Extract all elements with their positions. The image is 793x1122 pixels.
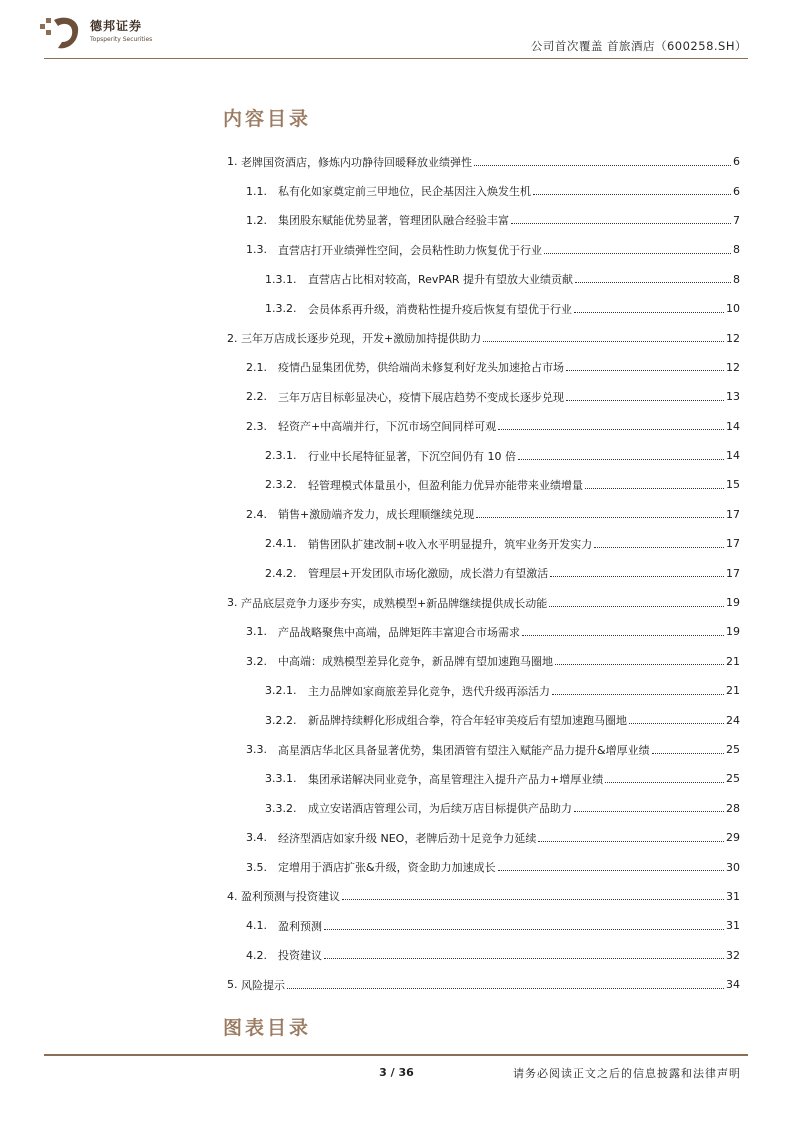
header-divider <box>44 58 748 59</box>
toc-entry-title: 投资建议 <box>278 949 322 963</box>
toc-entry-number: 4. <box>227 889 238 903</box>
toc-entry[interactable] <box>227 558 740 587</box>
toc-entry-page: 25 <box>726 772 740 786</box>
toc-dot-leader <box>483 340 724 342</box>
toc-entry-number: 1.2. <box>246 213 267 227</box>
legal-disclaimer: 请务必阅读正文之后的信息披露和法律声明 <box>513 1067 741 1080</box>
toc-entry-title: 三年万店成长逐步兑现，开发+激励加持提供助力 <box>241 332 482 346</box>
toc-dot-leader <box>652 752 724 754</box>
toc-entry-number: 2. <box>227 331 238 345</box>
toc-dot-leader <box>498 869 724 871</box>
toc-entry-number: 2.1. <box>246 360 267 374</box>
toc-entry[interactable] <box>227 470 740 499</box>
toc-entry[interactable] <box>227 852 740 881</box>
toc-entry[interactable] <box>227 588 740 617</box>
toc-entry-title: 产品战略聚焦中高端，品牌矩阵丰富迎合市场需求 <box>278 625 520 639</box>
toc-dot-leader <box>594 546 724 548</box>
toc-entry-title: 成立安诺酒店管理公司，为后续万店目标提供产品助力 <box>308 802 572 816</box>
footer-divider <box>44 1054 748 1056</box>
toc-entry-page: 17 <box>726 507 740 521</box>
toc-entry-page: 30 <box>726 860 740 874</box>
toc-entry-page: 21 <box>726 684 740 698</box>
toc-entry[interactable] <box>227 176 740 205</box>
toc-dot-leader <box>550 575 724 577</box>
toc-entry[interactable] <box>227 911 740 940</box>
toc-entry-number: 2.4. <box>246 507 267 521</box>
toc-entry-number: 3.4. <box>246 831 267 845</box>
toc-dot-leader <box>474 164 731 166</box>
toc-dot-leader <box>476 516 724 518</box>
toc-dot-leader <box>544 252 731 254</box>
toc-entry-number: 3.3.2. <box>265 801 297 815</box>
brand-english: Topsperity Securities <box>90 36 153 43</box>
toc-entry-title: 行业中长尾特征显著，下沉空间仍有 10 倍 <box>308 449 516 463</box>
figure-index-heading: 图表目录 <box>223 1017 312 1039</box>
toc-entry-number: 1.3.1. <box>265 272 297 286</box>
toc-entry-page: 17 <box>726 566 740 580</box>
toc-entry-page: 32 <box>726 948 740 962</box>
toc-entry-page: 8 <box>733 243 740 257</box>
toc-entry[interactable] <box>227 823 740 852</box>
toc-entry[interactable] <box>227 529 740 558</box>
toc-entry-page: 8 <box>733 272 740 286</box>
toc-entry-page: 21 <box>726 654 740 668</box>
toc-entry-page: 29 <box>726 831 740 845</box>
toc-entry-number: 2.4.2. <box>265 566 297 580</box>
toc-dot-leader <box>342 898 724 900</box>
toc-entry[interactable] <box>227 705 740 734</box>
toc-entry-number: 3.5. <box>246 860 267 874</box>
toc-dot-leader <box>566 399 724 401</box>
toc-entry-title: 私有化如家奠定前三甲地位，民企基因注入焕发生机 <box>278 185 531 199</box>
toc-entry-page: 13 <box>726 390 740 404</box>
toc-entry-title: 三年万店目标彰显决心，疫情下展店趋势不变成长逐步兑现 <box>278 390 564 404</box>
toc-entry-page: 12 <box>726 331 740 345</box>
toc-dot-leader <box>533 193 731 195</box>
toc-dot-leader <box>555 663 724 665</box>
toc-entry-title: 轻资产+中高端并行，下沉市场空间同样可观 <box>278 420 497 434</box>
toc-entry-page: 25 <box>726 743 740 756</box>
toc-dot-leader <box>585 487 724 489</box>
toc-dot-leader <box>324 957 724 959</box>
toc-entry[interactable] <box>227 147 740 176</box>
toc-entry-title: 管理层+开发团队市场化激励，成长潜力有望激活 <box>308 567 549 581</box>
toc-entry-number: 1.1. <box>246 184 267 198</box>
toc-dot-leader <box>522 634 724 636</box>
toc-entry[interactable] <box>227 735 740 764</box>
toc-dot-leader <box>287 987 724 989</box>
toc-entry-number: 5. <box>227 978 238 992</box>
toc-entry[interactable] <box>227 412 740 441</box>
toc-entry[interactable] <box>227 382 740 411</box>
toc-entry-number: 3.3.1. <box>265 772 297 786</box>
toc-entry[interactable] <box>227 323 740 352</box>
toc-entry-title: 老牌国资酒店，修炼内功静待回暖释放业绩弹性 <box>241 155 472 169</box>
toc-dot-leader <box>566 369 724 371</box>
toc-entry-title: 定增用于酒店扩张&升级，资金助力加速成长 <box>278 861 496 875</box>
toc-entry-number: 3.2.1. <box>265 684 297 698</box>
toc-entry-page: 31 <box>726 889 740 903</box>
report-subtitle: 公司首次覆盖 首旅酒店（600258.SH） <box>530 39 747 53</box>
toc-entry-page: 19 <box>726 625 740 639</box>
toc-entry-number: 1. <box>227 155 238 169</box>
toc-heading: 内容目录 <box>223 108 312 130</box>
toc-entry-number: 2.2. <box>246 390 267 404</box>
toc-entry[interactable] <box>227 882 740 911</box>
toc-entry-number: 2.3. <box>246 419 267 433</box>
page-header <box>0 0 793 62</box>
toc-entry-page: 15 <box>726 478 740 492</box>
toc-entry[interactable] <box>227 970 740 999</box>
toc-entry-number: 4.2. <box>246 948 267 962</box>
toc-entry-page: 31 <box>726 919 740 933</box>
table-of-contents <box>227 147 740 999</box>
toc-dot-leader <box>574 311 724 313</box>
toc-dot-leader <box>549 605 724 607</box>
toc-dot-leader <box>629 722 724 724</box>
toc-entry-title: 风险提示 <box>241 978 285 992</box>
toc-entry[interactable] <box>227 764 740 793</box>
toc-entry-page: 28 <box>726 801 740 815</box>
toc-entry-title: 盈利预测与投资建议 <box>241 890 340 904</box>
toc-entry-title: 中高端：成熟模型差异化竞争，新品牌有望加速跑马圈地 <box>278 655 553 669</box>
toc-entry-title: 盈利预测 <box>278 919 322 933</box>
toc-entry-number: 4.1. <box>246 919 267 933</box>
toc-dot-leader <box>552 693 724 695</box>
toc-dot-leader <box>518 458 724 460</box>
toc-entry[interactable] <box>227 647 740 676</box>
toc-entry-page: 14 <box>726 449 740 463</box>
toc-entry[interactable] <box>227 441 740 470</box>
toc-dot-leader <box>511 222 731 224</box>
toc-dot-leader <box>574 810 724 812</box>
toc-entry[interactable] <box>227 676 740 705</box>
toc-entry-title: 销售+激励端齐发力，成长理顺继续兑现 <box>278 508 475 522</box>
toc-entry-page: 6 <box>733 184 740 198</box>
toc-entry-title: 新品牌持续孵化形成组合拳，符合年轻审美疫后有望加速跑马圈地 <box>308 714 627 728</box>
toc-dot-leader <box>575 281 731 283</box>
toc-entry-page: 14 <box>726 419 740 433</box>
toc-entry-number: 3. <box>227 596 238 610</box>
toc-entry-title: 主力品牌如家商旅差异化竞争，迭代升级再添活力 <box>308 684 550 698</box>
toc-entry-number: 2.3.2. <box>265 478 297 492</box>
toc-entry[interactable] <box>227 294 740 323</box>
toc-entry-number: 2.4.1. <box>265 537 297 551</box>
toc-entry-title: 产品底层竞争力逐步夯实，成熟模型+新品牌继续提供成长动能 <box>241 596 548 610</box>
toc-entry-title: 会员体系再升级，消费粘性提升疫后恢复有望优于行业 <box>308 302 572 316</box>
toc-dot-leader <box>605 781 724 783</box>
toc-entry-page: 12 <box>726 360 740 374</box>
toc-entry-title: 直营店占比相对较高，RevPAR 提升有望放大业绩贡献 <box>308 273 574 287</box>
toc-entry[interactable] <box>227 941 740 970</box>
toc-entry-number: 2.3.1. <box>265 449 297 463</box>
toc-entry[interactable] <box>227 206 740 235</box>
toc-entry-page: 7 <box>733 213 740 227</box>
toc-entry[interactable] <box>227 265 740 294</box>
toc-entry-number: 3.1. <box>246 625 267 639</box>
toc-entry-title: 集团股东赋能优势显著，管理团队融合经验丰富 <box>278 214 509 228</box>
toc-entry[interactable] <box>227 500 740 529</box>
toc-entry-page: 17 <box>726 537 740 551</box>
toc-entry-title: 轻管理模式体量虽小，但盈利能力优异亦能带来业绩增量 <box>308 478 583 492</box>
toc-entry[interactable] <box>227 617 740 646</box>
brand-name: 德邦证券 <box>90 19 143 33</box>
toc-entry-title: 经济型酒店如家升级 NEO，老牌后劲十足竞争力延续 <box>278 831 537 845</box>
toc-entry-page: 6 <box>733 155 740 169</box>
toc-entry-number: 3.2. <box>246 654 267 668</box>
toc-entry-title: 高星酒店华北区具备显著优势，集团酒管有望注入赋能产品力提升&增厚业绩 <box>278 743 650 757</box>
toc-entry-page: 34 <box>726 978 740 992</box>
toc-entry-title: 销售团队扩建改制+收入水平明显提升，筑牢业务开发实力 <box>308 537 593 551</box>
toc-entry-page: 19 <box>726 596 740 610</box>
page-number: 3 / 36 <box>379 1066 414 1079</box>
toc-entry[interactable] <box>227 235 740 264</box>
toc-entry-title: 疫情凸显集团优势，供给端尚未修复利好龙头加速抢占市场 <box>278 361 564 375</box>
toc-entry[interactable] <box>227 353 740 382</box>
company-logo-icon <box>40 14 82 52</box>
toc-dot-leader <box>324 928 724 930</box>
toc-entry-number: 3.2.2. <box>265 713 297 727</box>
toc-entry-number: 1.3. <box>246 243 267 257</box>
toc-dot-leader <box>498 428 724 430</box>
toc-entry-page: 10 <box>726 302 740 316</box>
toc-dot-leader <box>538 840 724 842</box>
toc-entry-number: 3.3. <box>246 743 267 756</box>
toc-entry-title: 直营店打开业绩弹性空间，会员粘性助力恢复优于行业 <box>278 243 542 257</box>
toc-entry-page: 24 <box>726 713 740 727</box>
toc-entry[interactable] <box>227 794 740 823</box>
toc-entry-title: 集团承诺解决同业竞争，高星管理注入提升产品力+增厚业绩 <box>308 772 604 786</box>
toc-entry-number: 1.3.2. <box>265 302 297 316</box>
